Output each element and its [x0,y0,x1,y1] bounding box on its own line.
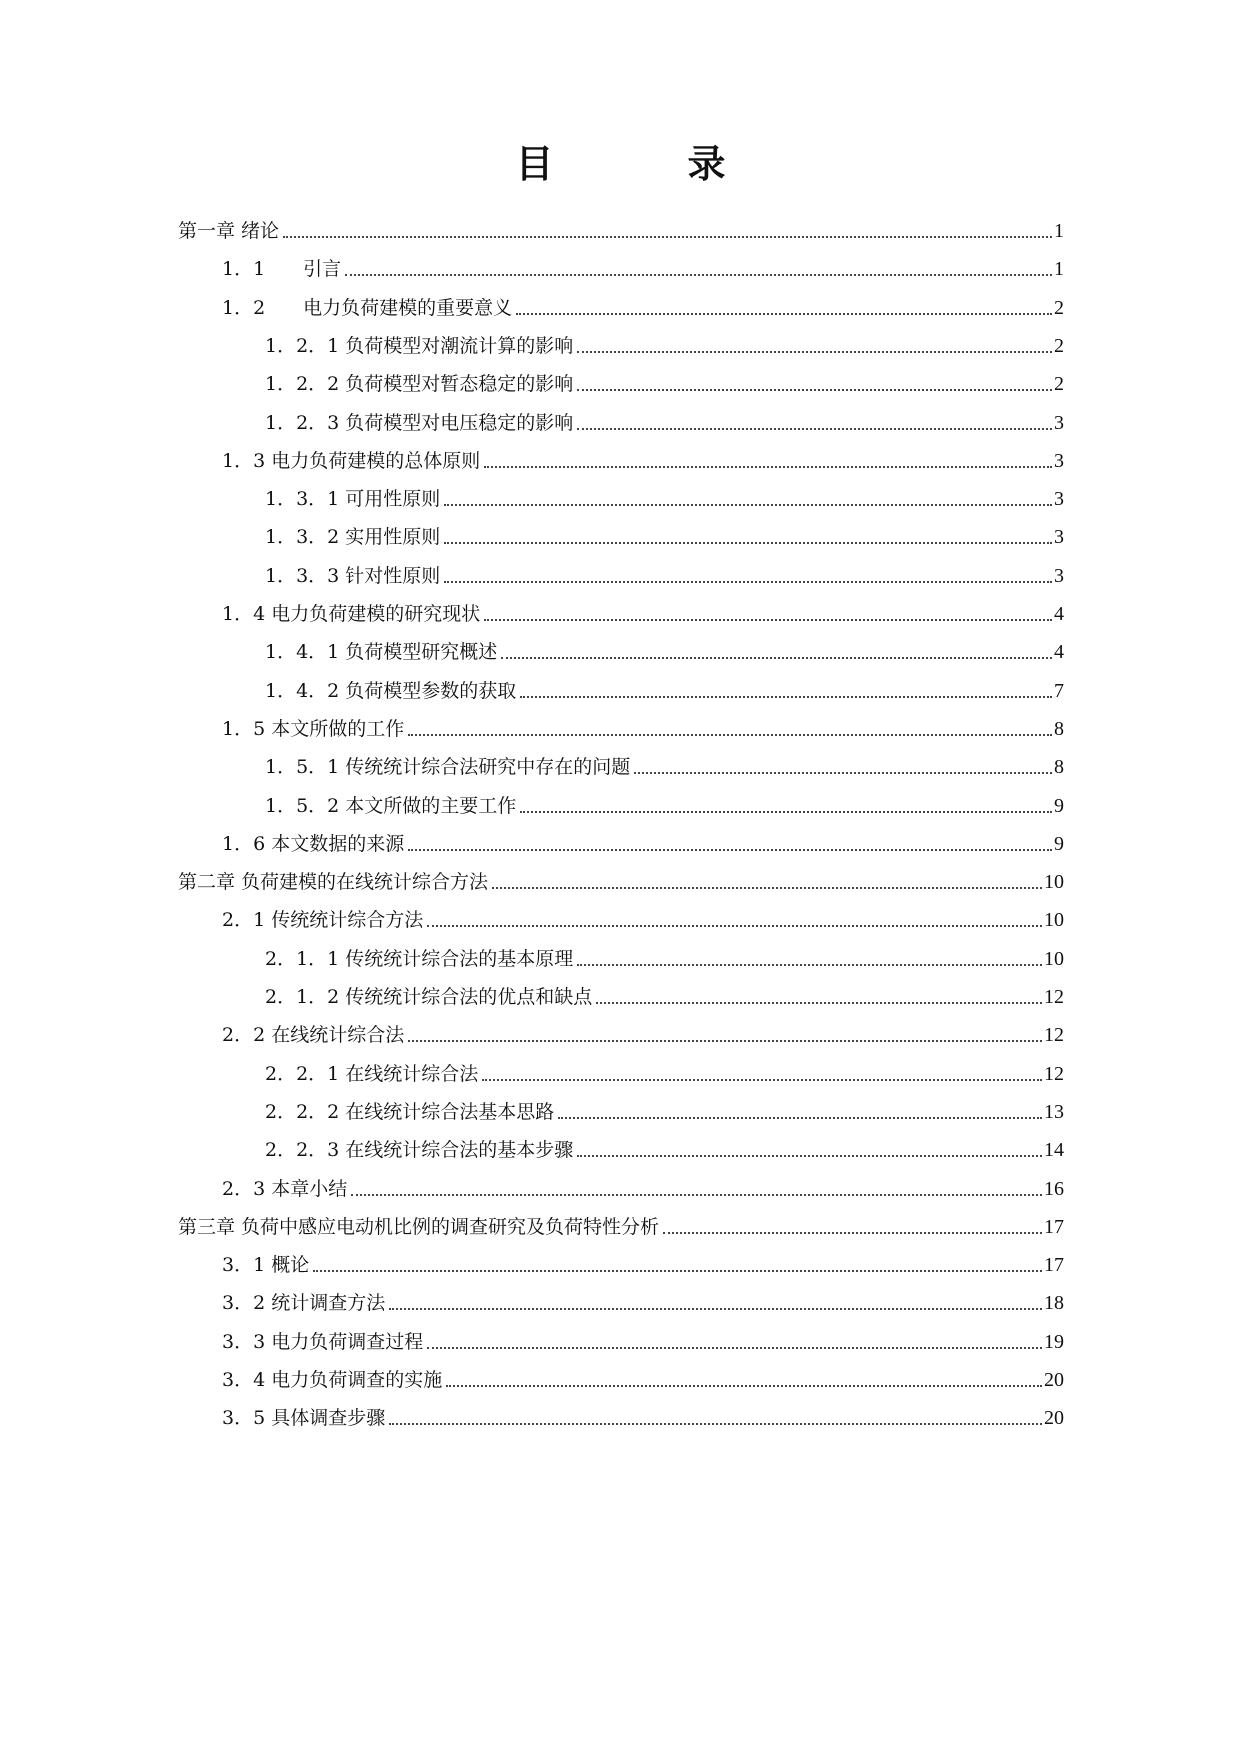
toc-entry-label: 1．4 电力负荷建模的研究现状 [222,603,481,625]
toc-entry-page-number: 8 [1054,756,1064,779]
toc-entry-label: 1．2．3 负荷模型对电压稳定的影响 [265,411,574,434]
dot-leader [444,581,1052,583]
toc-entry-page-number: 17 [1044,1254,1064,1277]
toc-entry[interactable] [222,1405,1064,1431]
toc-entry-page-number: 9 [1054,794,1064,817]
toc-entry[interactable] [178,1214,1064,1240]
toc-entry-page-number: 10 [1044,871,1064,894]
dot-leader [663,1232,1042,1234]
toc-entry[interactable] [222,1022,1064,1048]
toc-entry-page-number: 20 [1044,1407,1064,1430]
toc-entry[interactable] [265,639,1064,665]
toc-entry-label: 1．3．2 实用性原则 [265,526,441,549]
toc-entry-label: 1．6 本文数据的来源 [222,832,405,855]
dot-leader [501,657,1052,659]
toc-entry-page-number: 9 [1054,832,1064,855]
toc-entry[interactable] [222,1290,1064,1316]
toc-entry[interactable] [222,1252,1064,1278]
toc-entry-page-number: 12 [1044,1062,1064,1085]
dot-leader [444,542,1052,544]
toc-entry-page-number: 2 [1054,296,1064,319]
toc-entry[interactable] [222,831,1064,857]
toc-entry[interactable] [265,486,1064,512]
toc-entry-page-number: 10 [1044,909,1064,932]
toc-entry-page-number: 2 [1054,334,1064,357]
toc-entry-page-number: 4 [1054,603,1064,625]
toc-entry-page-number: 8 [1054,717,1064,740]
dot-leader [408,734,1052,736]
toc-entry[interactable] [178,218,1064,244]
dot-leader [558,1117,1042,1119]
dot-leader [577,964,1042,966]
toc-entry[interactable] [178,869,1064,895]
dot-leader [577,428,1052,430]
toc-entry-label: 2．2．1 在线统计综合法 [265,1062,479,1085]
dot-leader [389,1308,1042,1310]
toc-entry-page-number: 4 [1054,641,1064,664]
toc-entry[interactable] [265,333,1064,359]
toc-entry-page-number: 3 [1054,449,1064,472]
dot-leader [345,274,1052,276]
dot-leader [444,504,1052,506]
dot-leader [446,1385,1042,1387]
dot-leader [389,1423,1042,1425]
toc-entry-label: 1．4．1 负荷模型研究概述 [265,641,498,664]
dot-leader [427,1347,1042,1349]
toc-entry-label: 1．3 电力负荷建模的总体原则 [222,449,481,472]
dot-leader [408,1040,1042,1042]
toc-entry-page-number: 2 [1054,373,1064,396]
toc-entry-label: 1．5．2 本文所做的主要工作 [265,794,517,817]
toc-entry[interactable] [265,563,1064,589]
toc-entry-label: 3．1 概论 [222,1254,310,1277]
toc-entry-label: 1．1 引言 [222,258,342,281]
dot-leader [351,1194,1042,1196]
toc-entry-label: 1．2．1 负荷模型对潮流计算的影响 [265,334,574,357]
dot-leader [516,313,1052,315]
toc-entry-page-number: 16 [1044,1177,1064,1200]
toc-entry[interactable] [222,256,1064,282]
dot-leader [577,1155,1042,1157]
toc-entry-page-number: 14 [1044,1139,1064,1162]
page-title: 目 录 [515,142,774,186]
toc-entry[interactable] [222,601,1064,627]
dot-leader [520,696,1052,698]
toc-entry-page-number: 13 [1044,1100,1064,1123]
toc-entry-label: 1．2 电力负荷建模的重要意义 [222,296,513,319]
toc-entry-page-number: 17 [1044,1215,1064,1238]
dot-leader [596,1002,1042,1004]
dot-leader [520,811,1052,813]
toc-entry-label: 第二章 负荷建模的在线统计综合方法 [178,871,489,894]
dot-leader [492,887,1042,889]
toc-entry[interactable] [265,793,1064,819]
toc-entry[interactable] [222,1367,1064,1393]
toc-entry[interactable] [222,448,1064,474]
dot-leader [482,1079,1042,1081]
toc-entry-label: 3．4 电力负荷调查的实施 [222,1369,443,1391]
toc-entry-page-number: 10 [1044,947,1064,970]
toc-entry-label: 3．5 具体调查步骤 [222,1407,386,1430]
toc-entry[interactable] [265,1099,1064,1125]
toc-entry-page-number: 19 [1044,1330,1064,1353]
toc-entry-page-number: 3 [1054,526,1064,549]
dot-leader [484,466,1052,468]
toc-entry[interactable] [222,1329,1064,1355]
dot-leader [313,1270,1042,1272]
toc-entry[interactable] [265,371,1064,397]
toc-entry-label: 1．3．1 可用性原则 [265,488,441,511]
toc-entry[interactable] [222,295,1064,321]
toc-entry-page-number: 20 [1044,1369,1064,1391]
toc-entry-label: 1．5．1 传统统计综合法研究中存在的问题 [265,756,631,779]
toc-entry[interactable] [265,524,1064,550]
toc-entry-label: 1．3．3 针对性原则 [265,564,441,587]
toc-entry[interactable] [265,410,1064,436]
dot-leader [484,619,1052,621]
toc-entry-page-number: 7 [1054,679,1064,702]
toc-entry[interactable] [265,984,1064,1010]
toc-entry-page-number: 18 [1044,1292,1064,1315]
dot-leader [634,772,1052,774]
toc-entry-label: 2．1．2 传统统计综合法的优点和缺点 [265,986,593,1008]
toc-entry-label: 2．2．3 在线统计综合法的基本步骤 [265,1139,574,1162]
toc-entry-page-number: 3 [1054,564,1064,587]
dot-leader [408,849,1052,851]
toc-entry-label: 2．2．2 在线统计综合法基本思路 [265,1100,555,1123]
toc-entry[interactable] [222,907,1064,933]
toc-entry[interactable] [265,1061,1064,1087]
toc-entry-label: 2．1 传统统计综合方法 [222,909,424,932]
toc-entry-page-number: 3 [1054,411,1064,434]
toc-entry[interactable] [265,754,1064,780]
toc-entry[interactable] [222,716,1064,742]
toc-entry-label: 3．2 统计调查方法 [222,1292,386,1315]
toc-entry-label: 2．2 在线统计综合法 [222,1024,405,1047]
toc-entry-label: 1．2．2 负荷模型对暂态稳定的影响 [265,373,574,396]
toc-entry[interactable] [265,678,1064,704]
toc-entry-label: 2．1．1 传统统计综合法的基本原理 [265,947,574,970]
toc-entry-label: 1．4．2 负荷模型参数的获取 [265,679,517,702]
toc-entry-label: 1．5 本文所做的工作 [222,717,405,740]
toc-entry-label: 2．3 本章小结 [222,1177,348,1200]
toc-entry[interactable] [265,946,1064,972]
toc-entry-page-number: 1 [1054,258,1064,281]
toc-entry-label: 第一章 绪论 [178,220,280,242]
toc-entry-label: 第三章 负荷中感应电动机比例的调查研究及负荷特性分析 [178,1215,660,1238]
dot-leader [577,351,1052,353]
toc-entry[interactable] [222,1176,1064,1202]
toc-entry-page-number: 1 [1054,220,1064,242]
toc-entry-page-number: 12 [1044,1024,1064,1047]
toc-entry-page-number: 3 [1054,488,1064,511]
dot-leader [427,925,1042,927]
dot-leader [577,389,1052,391]
toc-entry-label: 3．3 电力负荷调查过程 [222,1330,424,1353]
dot-leader [283,236,1052,238]
toc-entry-page-number: 12 [1044,986,1064,1008]
toc-entry[interactable] [265,1137,1064,1163]
